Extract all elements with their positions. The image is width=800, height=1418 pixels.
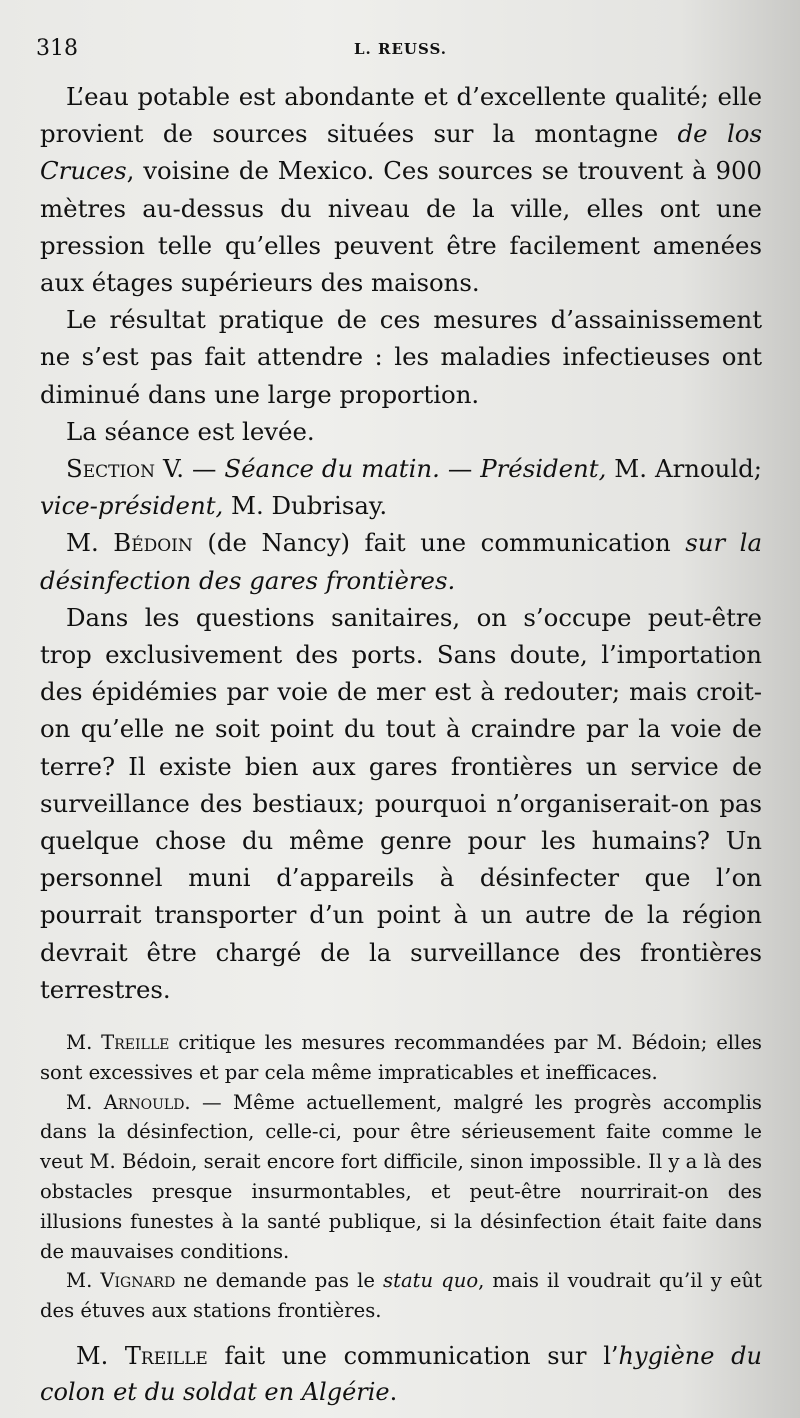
text-run: , mais il voudrait qu’il y eût des étuves aux stations frontières.	[40, 1269, 762, 1323]
text-run: fait une communication sur l’	[207, 1342, 619, 1371]
text-run: M.	[66, 1269, 101, 1293]
text-run: (de Nancy) fait une communication	[192, 528, 686, 558]
italic-run: vice-président,	[40, 491, 224, 521]
paragraph-session-closed: La séance est levée.	[66, 416, 315, 446]
italic-run: Séance du matin.	[224, 454, 440, 484]
text-run: M.	[66, 528, 114, 558]
text-run: .	[389, 1378, 398, 1407]
text-run: — Même actuellement, malgré les progrès accomplis dans la désinfection, celle-ci, pour être sérieusement faite comme le veut M. Bédoin, serait encore fort difficile, sinon impossible. Il y a là des obstacles presque insurmontables, et peut-être nourrirait-on des illusions funestes à la santé publique, si la désinfection était faite dans de mauvaises conditions.	[40, 1090, 762, 1263]
text-run: —	[439, 454, 481, 484]
paragraph-vignard	[40, 1266, 762, 1326]
paragraph-arnould	[40, 1088, 762, 1267]
page-body	[40, 78, 762, 1410]
speaker-name: Treille	[124, 1342, 208, 1371]
text-run: ne demande pas le	[175, 1269, 384, 1293]
italic-run: Président,	[480, 454, 607, 484]
text-run: critique les mesures recommandées par M. Bédoin; elles sont excessives et par cela même impraticables et inefficaces.	[40, 1031, 762, 1084]
paragraph-bedoin-communication	[40, 524, 762, 598]
text-run: , voisine de Mexico. Ces sources se trouvent à 900 mètres au-dessus du niveau de la ville, elles ont une pression telle qu’elles peuvent être facilement amenées aux étages supérieurs des maisons.	[40, 156, 762, 298]
text-run: M.	[66, 1031, 102, 1055]
main-text	[40, 78, 762, 1008]
section-label: Section	[66, 454, 155, 484]
italic-run: sur la désinfection des gares frontières.	[40, 528, 762, 595]
page-header	[36, 36, 756, 72]
speaker-name: Bédoin	[113, 528, 193, 558]
discussion-text	[40, 1028, 762, 1326]
running-head: L. REUSS.	[354, 40, 447, 58]
text-run: V. —	[155, 454, 225, 484]
speaker-name: Arnould.	[103, 1090, 191, 1114]
paragraph-sanitary-questions: Dans les questions sanitaires, on s’occupe peut-être trop exclusivement des ports. Sans doute, l’importation des épidémies par voie de mer est à redouter; mais croit-on qu’elle ne soit point du tout à craindre par la voie de terre? Il existe bien aux gares frontières un service de surveillance des bestiaux; pourquoi n’organiserait-on pas quelque chose du même genre pour les humains? Un personnel muni d’appareils à désinfecter que l’on pourrait transporter d’un point à un autre de la région devrait être chargé de la surveillance des frontières terrestres.	[40, 602, 762, 1004]
text-run: M.	[76, 1342, 125, 1371]
paragraph-results: Le résultat pratique de ces mesures d’assainissement ne s’est pas fait attendre : les maladies infectieuses ont diminué dans une large proportion.	[40, 305, 762, 409]
text-run: M. Dubrisay.	[223, 491, 388, 521]
italic-run: de los Cruces	[40, 119, 762, 186]
page-number: 318	[36, 36, 78, 61]
text-run: M. Arnould;	[606, 454, 762, 484]
text-run: L’eau potable est abondante et d’excellente qualité; elle provient de sources situées sur la montagne	[40, 82, 762, 149]
italic-run: hygiène du colon et du soldat en Algérie	[40, 1342, 762, 1407]
paragraph-treille-communication	[40, 1338, 762, 1410]
speaker-name: Treille	[101, 1031, 170, 1055]
italic-run: statu quo	[383, 1269, 479, 1293]
speaker-name: Vignard	[100, 1269, 176, 1293]
paragraph-treille-critique	[40, 1028, 762, 1088]
paragraph-water-supply	[40, 78, 762, 301]
paragraph-section-heading	[40, 450, 762, 524]
text-run: M.	[66, 1090, 104, 1114]
